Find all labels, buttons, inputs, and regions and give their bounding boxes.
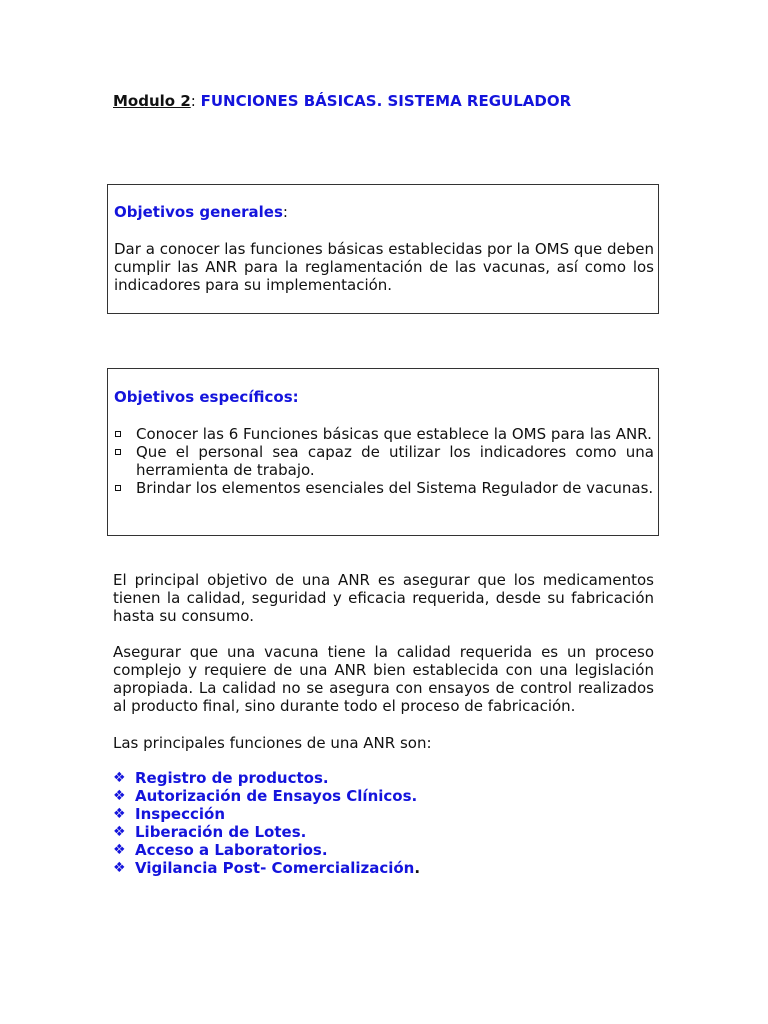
objetivos-generales-title-text: Objetivos generales xyxy=(114,203,283,221)
paragraph-objetivo-anr: El principal objetivo de una ANR es asegurar que los medicamentos tienen la calidad, seguridad y eficacia requerida, desde su fabricación hasta su consumo. xyxy=(113,571,654,625)
heading-separator: : xyxy=(190,92,201,110)
list-item-text: Conocer las 6 Funciones básicas que establece la OMS para las ANR. xyxy=(136,425,652,443)
funcion-text: Registro de productos. xyxy=(135,769,329,787)
funcion-text: Inspección xyxy=(135,805,226,823)
list-item-text: Brindar los elementos esenciales del Sistema Regulador de vacunas. xyxy=(136,479,654,497)
page-title: FUNCIONES BÁSICAS. SISTEMA REGULADOR xyxy=(200,92,572,110)
diamond-bullet-icon: ❖ xyxy=(113,842,126,858)
diamond-bullet-icon: ❖ xyxy=(113,824,126,840)
diamond-bullet-icon: ❖ xyxy=(113,860,126,876)
funcion-text: Autorización de Ensayos Clínicos. xyxy=(135,787,418,805)
objetivos-generales-text: Dar a conocer las funciones básicas establecidas por la OMS que deben cumplir las ANR para la reglamentación de las vacunas, así como los indicadores para su implementación. xyxy=(114,240,654,294)
diamond-bullet-icon: ❖ xyxy=(113,806,126,822)
list-item xyxy=(114,479,654,497)
square-bullet-icon xyxy=(115,449,121,455)
square-bullet-icon xyxy=(115,431,121,437)
list-item xyxy=(113,805,653,823)
list-item xyxy=(113,787,653,805)
funciones-list xyxy=(113,769,653,877)
list-item-text: Que el personal sea capaz de utilizar los indicadores como una herramienta de trabajo. xyxy=(136,443,654,479)
objetivos-generales-box xyxy=(107,184,659,314)
objetivos-generales-title xyxy=(114,203,288,221)
module-label: Modulo 2 xyxy=(113,92,191,110)
objetivos-especificos-title: Objetivos específicos: xyxy=(114,388,299,406)
funcion-text: Liberación de Lotes. xyxy=(135,823,307,841)
funcion-suffix: . xyxy=(414,859,421,877)
list-item xyxy=(113,859,653,877)
square-bullet-icon xyxy=(115,485,121,491)
objetivos-especificos-list xyxy=(114,425,654,497)
funcion-text: Acceso a Laboratorios. xyxy=(135,841,328,859)
objetivos-especificos-box xyxy=(107,368,659,536)
paragraph-calidad-vacuna: Asegurar que una vacuna tiene la calidad requerida es un proceso complejo y requiere de una ANR bien establecida con una legislación apropiada. La calidad no se asegura con ensayos de control realizados al producto final, sino durante todo el proceso de fabricación. xyxy=(113,643,654,715)
list-item xyxy=(113,841,653,859)
diamond-bullet-icon: ❖ xyxy=(113,788,126,804)
page-heading xyxy=(113,91,571,111)
list-item xyxy=(114,443,654,479)
funcion-text: Vigilancia Post- Comercialización xyxy=(135,859,415,877)
list-item xyxy=(113,823,653,841)
diamond-bullet-icon: ❖ xyxy=(113,770,126,786)
list-item xyxy=(114,425,654,443)
paragraph-funciones-intro: Las principales funciones de una ANR son: xyxy=(113,734,432,752)
list-item xyxy=(113,769,653,787)
objetivos-generales-colon: : xyxy=(282,203,288,221)
